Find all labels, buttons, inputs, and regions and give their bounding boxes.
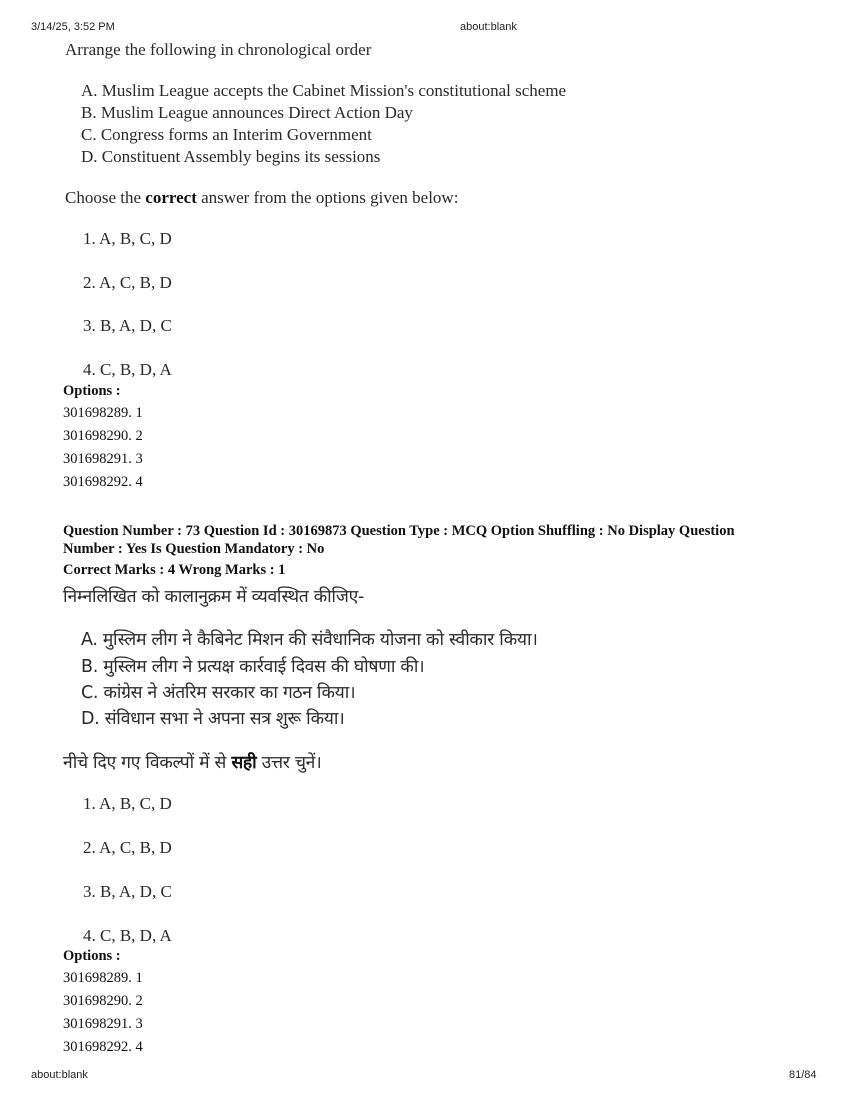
q73-instruction: निम्नलिखित को कालानुक्रम में व्यवस्थित कीजिए- <box>63 587 365 607</box>
q73-statement-d: D. संविधान सभा ने अपना सत्र शुरू किया। <box>81 709 345 729</box>
q73-statement-a: A. मुस्लिम लीग ने कैबिनेट मिशन की संवैधानिक योजना को स्वीकार किया। <box>81 630 538 650</box>
footer-url: about:blank <box>31 1069 88 1081</box>
q73-meta-line1: Question Number : 73 Question Id : 30169873 Question Type : MCQ Option Shuffling : No Display Question <box>63 523 735 539</box>
q72-answer-3: 3. B, A, D, C <box>83 316 172 335</box>
q72-statement-c: C. Congress forms an Interim Government <box>81 125 372 144</box>
q72-choose-line <box>65 188 458 208</box>
q73-choose-post: उत्तर चुनें। <box>256 753 322 773</box>
q72-choose-bold: correct <box>145 188 197 207</box>
q73-choose-bold: सही <box>231 753 257 773</box>
q73-options-label: Options : <box>63 948 121 964</box>
q72-statement-b: B. Muslim League announces Direct Action Day <box>81 103 413 122</box>
q73-answer-2: 2. A, C, B, D <box>83 838 172 857</box>
q72-option-1: 301698289. 1 <box>63 405 143 421</box>
q73-meta <box>63 522 783 558</box>
q72-statement-a: A. Muslim League accepts the Cabinet Mission's constitutional scheme <box>81 81 567 100</box>
q73-meta-line2: Number : Yes Is Question Mandatory : No <box>63 541 325 557</box>
q73-answer-3: 3. B, A, D, C <box>83 882 172 901</box>
q72-answer-2: 2. A, C, B, D <box>83 273 172 292</box>
q72-option-2: 301698290. 2 <box>63 428 143 444</box>
print-url: about:blank <box>460 21 517 33</box>
q72-choose-post: answer from the options given below: <box>196 188 459 207</box>
q73-answer-1: 1. A, B, C, D <box>83 794 172 813</box>
q73-statement-c: C. कांग्रेस ने अंतरिम सरकार का गठन किया। <box>81 683 356 703</box>
q73-option-3: 301698291. 3 <box>63 1016 143 1032</box>
q73-option-1: 301698289. 1 <box>63 970 143 986</box>
q73-marks: Correct Marks : 4 Wrong Marks : 1 <box>63 562 286 578</box>
q72-answer-1: 1. A, B, C, D <box>83 229 172 248</box>
q72-statement-d: D. Constituent Assembly begins its sessions <box>81 147 381 166</box>
q73-option-4: 301698292. 4 <box>63 1039 143 1055</box>
q73-choose-line <box>63 750 321 774</box>
q73-answer-4: 4. C, B, D, A <box>83 926 172 945</box>
q73-choose-pre: नीचे दिए गए विकल्पों में से <box>63 753 232 773</box>
q72-options-label: Options : <box>63 383 121 399</box>
q72-option-4: 301698292. 4 <box>63 474 143 490</box>
q73-statement-b: B. मुस्लिम लीग ने प्रत्यक्ष कार्रवाई दिवस की घोषणा की। <box>81 657 425 677</box>
q72-instruction: Arrange the following in chronological order <box>65 40 372 59</box>
q73-option-2: 301698290. 2 <box>63 993 143 1009</box>
q72-choose-pre: Choose the <box>65 188 146 207</box>
page-number: 81/84 <box>789 1069 817 1081</box>
print-datetime: 3/14/25, 3:52 PM <box>31 21 115 33</box>
q72-option-3: 301698291. 3 <box>63 451 143 467</box>
q72-answer-4: 4. C, B, D, A <box>83 360 172 379</box>
